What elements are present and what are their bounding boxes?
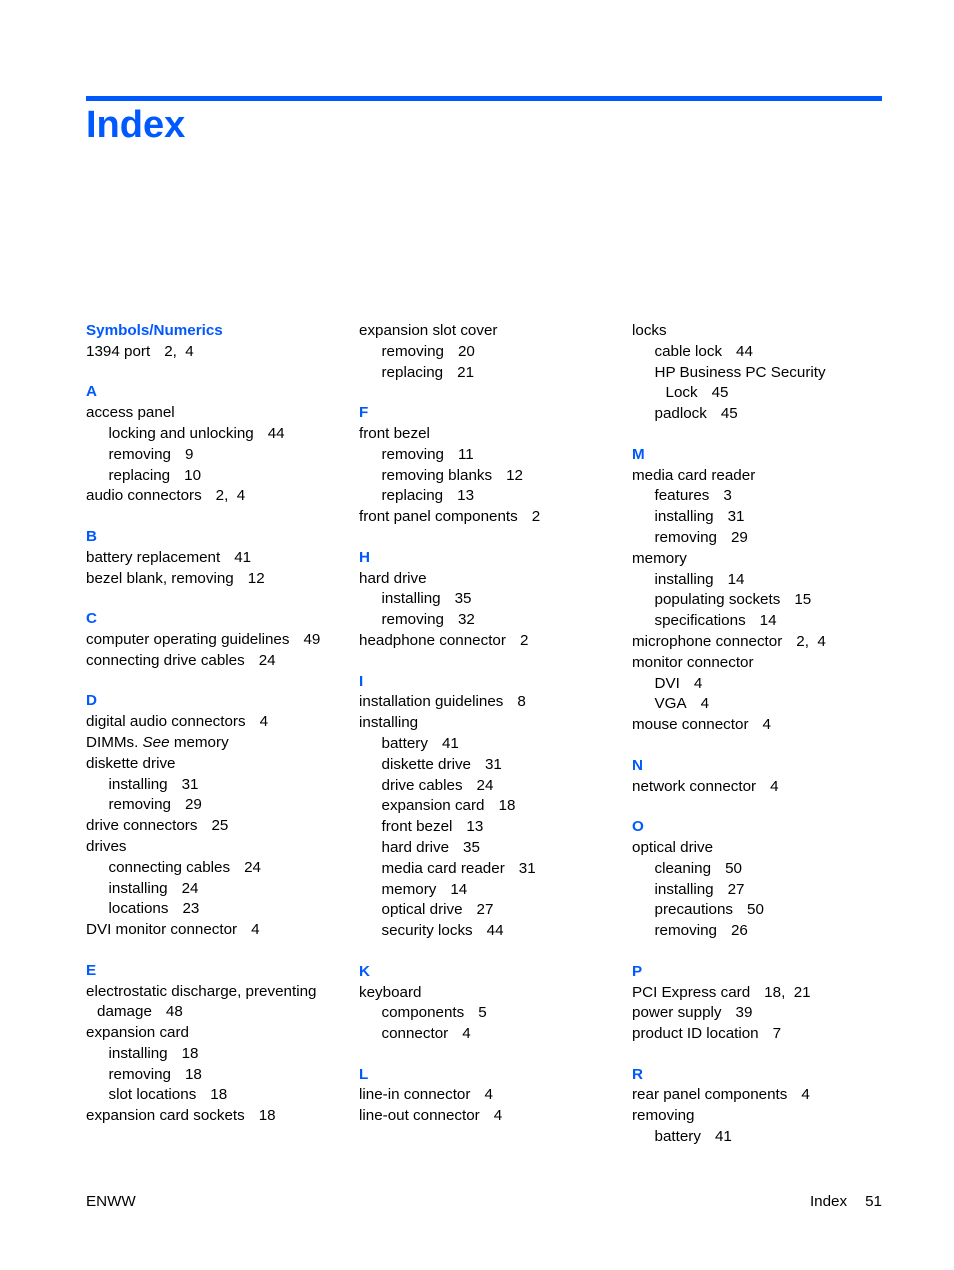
entry-page-numbers: 41 xyxy=(441,734,459,752)
entry-term: removing xyxy=(381,342,444,360)
index-group xyxy=(86,691,346,941)
index-column-1 xyxy=(86,321,346,1127)
index-entry xyxy=(359,507,619,528)
index-subentry xyxy=(632,363,892,384)
entry-term: front bezel xyxy=(381,818,453,836)
entry-page-numbers: 4 xyxy=(770,777,779,795)
index-letter-heading: P xyxy=(632,962,643,980)
entry-term: expansion card xyxy=(381,797,485,815)
entry-page-numbers: 4 xyxy=(693,674,703,692)
entry-page-numbers: 39 xyxy=(735,1004,753,1022)
index-entry xyxy=(632,466,892,487)
entry-term: cleaning xyxy=(654,859,712,877)
entry-term: expansion card xyxy=(86,1024,190,1042)
entry-term: drives xyxy=(86,837,127,855)
index-entry xyxy=(632,1003,892,1024)
index-entry xyxy=(86,1106,346,1127)
entry-term: line-out connector xyxy=(359,1107,480,1125)
entry-page-numbers: 4 xyxy=(700,695,710,713)
index-group xyxy=(86,527,346,589)
entry-term: optical drive xyxy=(381,901,463,919)
index-subentry xyxy=(86,1065,346,1086)
entry-term: 1394 port xyxy=(86,342,151,360)
index-entry xyxy=(86,1023,346,1044)
entry-term: removing blanks xyxy=(381,466,493,484)
index-subentry xyxy=(359,755,619,776)
entry-term: removing xyxy=(108,445,171,463)
entry-page-numbers: 2, 4 xyxy=(164,342,194,360)
entry-page-numbers: 50 xyxy=(725,859,742,877)
entry-page-numbers: 29 xyxy=(730,528,748,546)
index-letter-heading: E xyxy=(86,961,97,979)
entry-term: components xyxy=(381,1004,465,1022)
entry-term: diskette drive xyxy=(86,754,176,772)
entry-term: padlock xyxy=(654,405,707,423)
entry-term: product ID location xyxy=(632,1025,759,1043)
entry-term: installing xyxy=(654,570,714,588)
entry-term: bezel blank, removing xyxy=(86,569,234,587)
entry-term: removing xyxy=(381,611,444,629)
index-entry xyxy=(86,837,346,858)
footer-page-number: 51 xyxy=(865,1193,882,1210)
entry-term: VGA xyxy=(654,695,687,713)
entry-term: network connector xyxy=(632,777,757,795)
see-reference-target: memory xyxy=(173,733,229,751)
index-entry xyxy=(86,712,346,733)
index-subentry xyxy=(632,921,892,942)
index-letter-heading: L xyxy=(359,1065,369,1083)
index-group xyxy=(359,962,619,1045)
index-subentry xyxy=(632,404,892,425)
entry-page-numbers: 35 xyxy=(463,838,480,856)
footer-right xyxy=(810,1192,882,1212)
index-subentry xyxy=(632,383,892,404)
entry-page-numbers: 13 xyxy=(466,818,484,836)
index-letter-heading: D xyxy=(86,692,97,710)
index-group xyxy=(632,756,892,798)
entry-page-numbers: 11 xyxy=(457,445,474,463)
entry-term: optical drive xyxy=(632,838,714,856)
entry-term: locations xyxy=(108,900,169,918)
entry-term: removing xyxy=(654,528,717,546)
index-subentry xyxy=(632,611,892,632)
entry-term: replacing xyxy=(108,466,171,484)
entry-page-numbers: 4 xyxy=(762,716,771,734)
entry-page-numbers: 44 xyxy=(486,922,504,940)
index-subentry xyxy=(632,528,892,549)
entry-term: installing xyxy=(654,508,714,526)
entry-page-numbers: 50 xyxy=(747,901,764,919)
entry-term: media card reader xyxy=(632,466,756,484)
index-subentry xyxy=(632,859,892,880)
page-title: Index xyxy=(86,104,186,146)
index-subentry xyxy=(359,342,619,363)
entry-page-numbers: 15 xyxy=(794,591,812,609)
entry-page-numbers: 8 xyxy=(517,693,526,711)
index-subentry xyxy=(632,486,892,507)
entry-term: damage xyxy=(97,1003,152,1021)
index-entry xyxy=(359,692,619,713)
entry-page-numbers: 7 xyxy=(772,1025,782,1043)
entry-term: rear panel components xyxy=(632,1086,788,1104)
index-letter-heading: R xyxy=(632,1065,643,1083)
see-reference-label: See xyxy=(142,733,170,751)
entry-term: expansion slot cover xyxy=(359,322,498,339)
index-subentry xyxy=(359,445,619,466)
index-entry xyxy=(632,653,892,674)
entry-page-numbers: 29 xyxy=(184,796,202,814)
entry-term: removing xyxy=(108,796,171,814)
index-column-2 xyxy=(359,321,619,1127)
entry-page-numbers: 24 xyxy=(258,651,276,669)
index-subentry xyxy=(632,590,892,611)
index-subentry xyxy=(359,921,619,942)
footer-left: ENWW xyxy=(86,1193,136,1210)
entry-page-numbers: 18 xyxy=(184,1065,202,1083)
index-entry xyxy=(632,983,892,1004)
index-entry xyxy=(632,321,892,342)
index-letter-heading: Symbols/Numerics xyxy=(86,322,223,339)
index-group xyxy=(359,548,619,652)
index-letter-heading: I xyxy=(359,672,364,690)
entry-page-numbers: 24 xyxy=(244,858,261,876)
index-letter-heading: A xyxy=(86,383,97,401)
index-subentry xyxy=(632,674,892,695)
entry-term: access panel xyxy=(86,404,175,422)
index-subentry xyxy=(86,424,346,445)
index-subentry xyxy=(359,796,619,817)
index-subentry xyxy=(632,880,892,901)
entry-page-numbers: 2, 4 xyxy=(215,487,246,505)
entry-page-numbers: 23 xyxy=(182,900,200,918)
entry-page-numbers: 14 xyxy=(450,880,468,898)
entry-page-numbers: 2, 4 xyxy=(796,632,826,650)
entry-page-numbers: 4 xyxy=(484,1086,493,1104)
index-entry xyxy=(632,715,892,736)
entry-term: front panel components xyxy=(359,508,518,526)
index-subentry xyxy=(86,795,346,816)
index-letter-heading: H xyxy=(359,548,370,566)
index-letter-heading: B xyxy=(86,527,97,545)
entry-page-numbers: 24 xyxy=(181,879,199,897)
entry-term: keyboard xyxy=(359,983,422,1001)
index-letter-heading: K xyxy=(359,962,370,980)
index-entry xyxy=(86,920,346,941)
index-subentry xyxy=(359,817,619,838)
entry-term: installing xyxy=(654,880,714,898)
index-group xyxy=(359,1065,619,1127)
entry-term: removing xyxy=(108,1065,171,1083)
entry-term: PCI Express card xyxy=(632,983,751,1001)
entry-term: features xyxy=(654,487,710,505)
entry-term: microphone connector xyxy=(632,632,783,650)
entry-page-numbers: 14 xyxy=(759,612,777,630)
entry-term: battery xyxy=(381,734,428,752)
index-entry xyxy=(359,1106,619,1127)
entry-page-numbers: 31 xyxy=(518,859,536,877)
index-subentry xyxy=(359,486,619,507)
entry-term: installing xyxy=(108,879,168,897)
entry-page-numbers: 9 xyxy=(184,445,194,463)
entry-term: media card reader xyxy=(381,859,505,877)
entry-page-numbers: 13 xyxy=(457,487,475,505)
entry-term: removing xyxy=(381,445,444,463)
entry-page-numbers: 3 xyxy=(723,487,732,505)
index-subentry xyxy=(632,1127,892,1148)
entry-term: connecting drive cables xyxy=(86,651,245,669)
entry-term: installing xyxy=(108,1044,168,1062)
entry-term: memory xyxy=(381,880,437,898)
entry-page-numbers: 4 xyxy=(251,921,260,939)
index-entry xyxy=(86,486,346,507)
index-subentry xyxy=(359,900,619,921)
entry-term: slot locations xyxy=(108,1086,197,1104)
index-entry xyxy=(632,1106,892,1127)
index-group xyxy=(632,817,892,942)
index-group xyxy=(632,962,892,1045)
entry-page-numbers: 4 xyxy=(493,1107,503,1125)
entry-term: line-in connector xyxy=(359,1086,471,1104)
entry-term: power supply xyxy=(632,1004,722,1022)
index-subentry xyxy=(86,445,346,466)
entry-term: connecting cables xyxy=(108,858,231,876)
entry-term: headphone connector xyxy=(359,631,506,649)
index-group xyxy=(86,382,346,507)
index-subentry xyxy=(86,775,346,796)
entry-term: installing xyxy=(108,775,168,793)
index-group xyxy=(86,321,346,363)
index-entry xyxy=(86,816,346,837)
index-group xyxy=(632,445,892,736)
index-group xyxy=(632,321,892,425)
index-entry xyxy=(86,342,346,363)
index-entry xyxy=(86,651,346,672)
entry-term: HP Business PC Security xyxy=(654,363,826,381)
entry-page-numbers: 41 xyxy=(234,548,252,566)
index-subentry xyxy=(632,570,892,591)
index-letter-heading: O xyxy=(632,818,644,836)
index-subentry xyxy=(359,776,619,797)
entry-page-numbers: 31 xyxy=(181,775,199,793)
index-entry xyxy=(86,548,346,569)
entry-term: drive cables xyxy=(381,776,463,794)
index-entry xyxy=(359,713,619,734)
title-rule xyxy=(86,96,882,101)
entry-page-numbers: 20 xyxy=(457,342,475,360)
index-entry xyxy=(86,569,346,590)
index-entry xyxy=(359,321,619,342)
entry-term: DIMMs. xyxy=(86,733,139,751)
entry-page-numbers: 44 xyxy=(736,342,753,360)
index-subentry xyxy=(86,1044,346,1065)
index-letter-heading: C xyxy=(86,610,97,628)
entry-term: Lock xyxy=(665,384,698,402)
index-entry xyxy=(632,632,892,653)
entry-term: populating sockets xyxy=(654,591,781,609)
index-subentry xyxy=(632,900,892,921)
entry-page-numbers: 31 xyxy=(484,755,502,773)
index-subentry xyxy=(632,507,892,528)
index-entry xyxy=(359,983,619,1004)
entry-page-numbers: 5 xyxy=(478,1004,487,1022)
entry-term: replacing xyxy=(381,363,444,381)
entry-term: electrostatic discharge, preventing xyxy=(86,982,317,1000)
entry-term: computer operating guidelines xyxy=(86,630,290,648)
index-group xyxy=(86,961,346,1127)
index-column-3 xyxy=(632,321,892,1148)
index-entry xyxy=(632,1085,892,1106)
index-subentry xyxy=(359,838,619,859)
entry-page-numbers: 4 xyxy=(462,1025,471,1043)
index-letter-heading: N xyxy=(632,756,643,774)
index-subentry xyxy=(86,879,346,900)
entry-page-numbers: 4 xyxy=(801,1086,810,1104)
entry-term: security locks xyxy=(381,922,473,940)
entry-page-numbers: 31 xyxy=(727,508,745,526)
index-subentry xyxy=(359,466,619,487)
entry-term: precautions xyxy=(654,901,734,919)
index-group xyxy=(359,672,619,942)
entry-term: locks xyxy=(632,322,667,339)
index-entry xyxy=(359,631,619,652)
entry-page-numbers: 24 xyxy=(476,776,494,794)
index-subentry xyxy=(86,466,346,487)
entry-page-numbers: 35 xyxy=(454,590,472,608)
entry-term: installing xyxy=(359,714,419,732)
index-subentry xyxy=(86,1085,346,1106)
entry-term: battery xyxy=(654,1128,701,1146)
index-subentry xyxy=(632,694,892,715)
entry-page-numbers: 18 xyxy=(210,1086,228,1104)
entry-page-numbers: 32 xyxy=(457,611,475,629)
index-letter-heading: M xyxy=(632,445,645,463)
entry-page-numbers: 45 xyxy=(720,405,738,423)
footer-section-label: Index xyxy=(809,1193,848,1210)
entry-term: front bezel xyxy=(359,424,430,442)
entry-page-numbers: 45 xyxy=(711,384,729,402)
entry-page-numbers: 49 xyxy=(303,630,321,648)
entry-term: mouse connector xyxy=(632,716,749,734)
entry-term: installation guidelines xyxy=(359,693,504,711)
entry-page-numbers: 12 xyxy=(506,466,523,484)
index-subentry xyxy=(359,363,619,384)
index-entry xyxy=(86,403,346,424)
index-subentry xyxy=(86,1002,346,1023)
index-subentry xyxy=(359,859,619,880)
index-entry xyxy=(359,1085,619,1106)
entry-page-numbers: 48 xyxy=(165,1003,183,1021)
index-entry xyxy=(359,424,619,445)
index-entry xyxy=(632,1024,892,1045)
entry-term: hard drive xyxy=(381,838,450,856)
entry-page-numbers: 18 xyxy=(498,797,516,815)
index-group xyxy=(359,321,619,383)
entry-term: monitor connector xyxy=(632,653,754,671)
entry-page-numbers: 18, 21 xyxy=(764,983,811,1001)
entry-term: audio connectors xyxy=(86,487,202,505)
entry-term: connector xyxy=(381,1025,449,1043)
entry-term: specifications xyxy=(654,612,746,630)
entry-term: removing xyxy=(632,1107,695,1125)
entry-page-numbers: 27 xyxy=(476,901,494,919)
entry-page-numbers: 27 xyxy=(727,880,745,898)
index-entry xyxy=(632,838,892,859)
index-entry xyxy=(86,982,346,1003)
entry-page-numbers: 18 xyxy=(258,1107,276,1125)
index-subentry xyxy=(359,610,619,631)
index-letter-heading: F xyxy=(359,404,369,422)
index-subentry xyxy=(359,880,619,901)
entry-term: removing xyxy=(654,922,717,940)
index-entry xyxy=(86,754,346,775)
index-subentry xyxy=(359,589,619,610)
entry-page-numbers: 41 xyxy=(714,1128,732,1146)
entry-term: replacing xyxy=(381,487,444,505)
entry-term: digital audio connectors xyxy=(86,713,246,731)
entry-term: DVI monitor connector xyxy=(86,921,238,939)
entry-page-numbers: 44 xyxy=(267,424,285,442)
entry-term: memory xyxy=(632,549,687,567)
entry-term: battery replacement xyxy=(86,548,221,566)
entry-term: drive connectors xyxy=(86,817,198,835)
entry-term: diskette drive xyxy=(381,755,471,773)
index-subentry xyxy=(359,734,619,755)
entry-term: cable lock xyxy=(654,342,723,360)
index-entry xyxy=(632,549,892,570)
entry-page-numbers: 4 xyxy=(259,713,269,731)
index-group xyxy=(86,609,346,671)
entry-page-numbers: 2 xyxy=(519,631,529,649)
entry-term: DVI xyxy=(654,674,680,692)
index-group xyxy=(632,1065,892,1148)
entry-page-numbers: 25 xyxy=(211,817,229,835)
index-entry xyxy=(632,777,892,798)
entry-page-numbers: 18 xyxy=(181,1044,199,1062)
entry-term: hard drive xyxy=(359,569,427,587)
entry-page-numbers: 2 xyxy=(531,508,541,526)
index-entry xyxy=(86,733,346,754)
entry-term: locking and unlocking xyxy=(108,424,254,442)
entry-term: installing xyxy=(381,590,441,608)
index-group xyxy=(359,403,619,528)
entry-page-numbers: 10 xyxy=(184,466,202,484)
index-entry xyxy=(359,569,619,590)
index-subentry xyxy=(632,342,892,363)
index-subentry xyxy=(86,858,346,879)
entry-page-numbers: 14 xyxy=(727,570,745,588)
entry-page-numbers: 26 xyxy=(730,922,748,940)
index-subentry xyxy=(86,899,346,920)
entry-term: expansion card sockets xyxy=(86,1107,245,1125)
index-subentry xyxy=(359,1003,619,1024)
entry-page-numbers: 12 xyxy=(247,569,265,587)
entry-page-numbers: 21 xyxy=(457,363,475,381)
index-entry xyxy=(86,630,346,651)
index-subentry xyxy=(359,1024,619,1045)
